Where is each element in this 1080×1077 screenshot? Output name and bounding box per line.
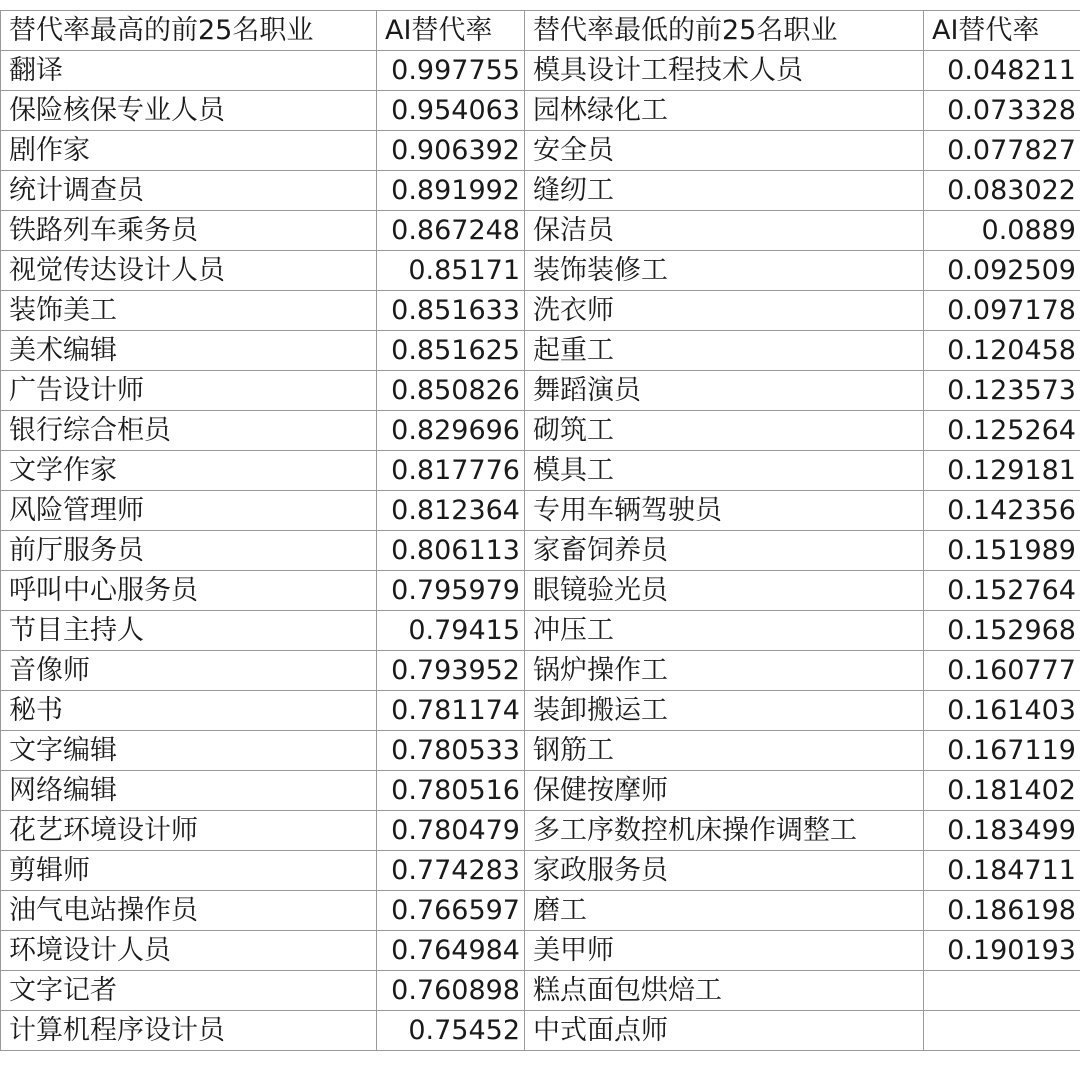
bottom-rate-cell: 0.092509 xyxy=(924,251,1080,291)
bottom-occupation-cell: 钢筋工 xyxy=(525,731,924,771)
bottom-rate-cell xyxy=(924,1011,1080,1051)
table-row xyxy=(1,931,1080,971)
bottom-occupation-cell: 专用车辆驾驶员 xyxy=(525,491,924,531)
table-row xyxy=(1,731,1080,771)
top-occupation-cell: 秘书 xyxy=(1,691,377,731)
bottom-rate-cell: 0.160777 xyxy=(924,651,1080,691)
bottom-rate-cell: 0.152968 xyxy=(924,611,1080,651)
table-row xyxy=(1,531,1080,571)
bottom-occupation-cell: 装饰装修工 xyxy=(525,251,924,291)
top-occupation-cell: 网络编辑 xyxy=(1,771,377,811)
top-occupation-cell: 风险管理师 xyxy=(1,491,377,531)
top-occupation-cell: 装饰美工 xyxy=(1,291,377,331)
table-row xyxy=(1,771,1080,811)
top-occupation-cell: 文学作家 xyxy=(1,451,377,491)
table-row xyxy=(1,851,1080,891)
top-rate-cell: 0.851625 xyxy=(377,331,525,371)
table-row xyxy=(1,91,1080,131)
top-occupation-cell: 前厅服务员 xyxy=(1,531,377,571)
table-row xyxy=(1,371,1080,411)
table-row xyxy=(1,171,1080,211)
table-row xyxy=(1,891,1080,931)
bottom-occupation-cell: 舞蹈演员 xyxy=(525,371,924,411)
top-occupation-cell: 计算机程序设计员 xyxy=(1,1011,377,1051)
bottom-rate-cell: 0.186198 xyxy=(924,891,1080,931)
bottom-occupation-cell: 砌筑工 xyxy=(525,411,924,451)
top-rate-cell: 0.906392 xyxy=(377,131,525,171)
bottom-occupation-cell: 磨工 xyxy=(525,891,924,931)
top-occupation-cell: 银行综合柜员 xyxy=(1,411,377,451)
bottom-occupation-cell: 装卸搬运工 xyxy=(525,691,924,731)
top-occupation-cell: 环境设计人员 xyxy=(1,931,377,971)
bottom-rate-cell: 0.0889 xyxy=(924,211,1080,251)
bottom-rate-cell: 0.151989 xyxy=(924,531,1080,571)
top-rate-cell: 0.780533 xyxy=(377,731,525,771)
bottom-rate-cell: 0.152764 xyxy=(924,571,1080,611)
bottom-rate-cell: 0.077827 xyxy=(924,131,1080,171)
top-occupation-cell: 油气电站操作员 xyxy=(1,891,377,931)
table-row xyxy=(1,451,1080,491)
bottom-occupation-cell: 起重工 xyxy=(525,331,924,371)
header-top-occupation: 替代率最高的前25名职业 xyxy=(1,11,377,51)
bottom-occupation-cell: 家畜饲养员 xyxy=(525,531,924,571)
table-row xyxy=(1,251,1080,291)
bottom-rate-cell: 0.073328 xyxy=(924,91,1080,131)
bottom-occupation-cell: 安全员 xyxy=(525,131,924,171)
top-rate-cell: 0.85171 xyxy=(377,251,525,291)
bottom-rate-cell: 0.083022 xyxy=(924,171,1080,211)
top-rate-cell: 0.764984 xyxy=(377,931,525,971)
top-rate-cell: 0.780516 xyxy=(377,771,525,811)
top-rate-cell: 0.766597 xyxy=(377,891,525,931)
table-row xyxy=(1,811,1080,851)
bottom-occupation-cell: 中式面点师 xyxy=(525,1011,924,1051)
table-row xyxy=(1,971,1080,1011)
top-rate-cell: 0.829696 xyxy=(377,411,525,451)
header-bottom-occupation: 替代率最低的前25名职业 xyxy=(525,11,924,51)
top-rate-cell: 0.780479 xyxy=(377,811,525,851)
top-occupation-cell: 视觉传达设计人员 xyxy=(1,251,377,291)
table-row xyxy=(1,611,1080,651)
top-occupation-cell: 节目主持人 xyxy=(1,611,377,651)
table-row xyxy=(1,51,1080,91)
header-top-rate: AI替代率 xyxy=(377,11,525,51)
bottom-occupation-cell: 糕点面包烘焙工 xyxy=(525,971,924,1011)
top-rate-cell: 0.781174 xyxy=(377,691,525,731)
table-row xyxy=(1,691,1080,731)
top-occupation-cell: 保险核保专业人员 xyxy=(1,91,377,131)
header-row xyxy=(1,11,1080,51)
bottom-occupation-cell: 保健按摩师 xyxy=(525,771,924,811)
bottom-rate-cell: 0.097178 xyxy=(924,291,1080,331)
top-occupation-cell: 音像师 xyxy=(1,651,377,691)
table-row xyxy=(1,331,1080,371)
bottom-rate-cell: 0.190193 xyxy=(924,931,1080,971)
top-rate-cell: 0.812364 xyxy=(377,491,525,531)
top-rate-cell: 0.867248 xyxy=(377,211,525,251)
table-row xyxy=(1,131,1080,171)
top-rate-cell: 0.774283 xyxy=(377,851,525,891)
bottom-rate-cell: 0.123573 xyxy=(924,371,1080,411)
top-occupation-cell: 美术编辑 xyxy=(1,331,377,371)
table-row xyxy=(1,211,1080,251)
bottom-rate-cell: 0.048211 xyxy=(924,51,1080,91)
table-row xyxy=(1,291,1080,331)
top-occupation-cell: 花艺环境设计师 xyxy=(1,811,377,851)
bottom-occupation-cell: 保洁员 xyxy=(525,211,924,251)
bottom-rate-cell: 0.129181 xyxy=(924,451,1080,491)
bottom-occupation-cell: 模具设计工程技术人员 xyxy=(525,51,924,91)
bottom-rate-cell: 0.183499 xyxy=(924,811,1080,851)
table-row xyxy=(1,491,1080,531)
bottom-rate-cell: 0.120458 xyxy=(924,331,1080,371)
bottom-rate-cell: 0.142356 xyxy=(924,491,1080,531)
top-rate-cell: 0.75452 xyxy=(377,1011,525,1051)
bottom-occupation-cell: 缝纫工 xyxy=(525,171,924,211)
top-rate-cell: 0.760898 xyxy=(377,971,525,1011)
top-rate-cell: 0.954063 xyxy=(377,91,525,131)
bottom-rate-cell: 0.181402 xyxy=(924,771,1080,811)
bottom-occupation-cell: 眼镜验光员 xyxy=(525,571,924,611)
bottom-occupation-cell: 模具工 xyxy=(525,451,924,491)
top-occupation-cell: 文字记者 xyxy=(1,971,377,1011)
top-rate-cell: 0.806113 xyxy=(377,531,525,571)
bottom-occupation-cell: 美甲师 xyxy=(525,931,924,971)
bottom-rate-cell: 0.125264 xyxy=(924,411,1080,451)
top-rate-cell: 0.817776 xyxy=(377,451,525,491)
top-rate-cell: 0.793952 xyxy=(377,651,525,691)
top-occupation-cell: 剪辑师 xyxy=(1,851,377,891)
top-occupation-cell: 翻译 xyxy=(1,51,377,91)
bottom-occupation-cell: 多工序数控机床操作调整工 xyxy=(525,811,924,851)
table-row xyxy=(1,1011,1080,1051)
top-rate-cell: 0.795979 xyxy=(377,571,525,611)
bottom-occupation-cell: 园林绿化工 xyxy=(525,91,924,131)
bottom-occupation-cell: 锅炉操作工 xyxy=(525,651,924,691)
top-rate-cell: 0.79415 xyxy=(377,611,525,651)
top-rate-cell: 0.851633 xyxy=(377,291,525,331)
bottom-occupation-cell: 家政服务员 xyxy=(525,851,924,891)
bottom-rate-cell: 0.161403 xyxy=(924,691,1080,731)
bottom-occupation-cell: 冲压工 xyxy=(525,611,924,651)
top-occupation-cell: 铁路列车乘务员 xyxy=(1,211,377,251)
bottom-rate-cell: 0.184711 xyxy=(924,851,1080,891)
top-rate-cell: 0.997755 xyxy=(377,51,525,91)
occupation-ai-replacement-table xyxy=(0,10,1080,1051)
top-rate-cell: 0.891992 xyxy=(377,171,525,211)
top-rate-cell: 0.850826 xyxy=(377,371,525,411)
top-occupation-cell: 呼叫中心服务员 xyxy=(1,571,377,611)
top-occupation-cell: 剧作家 xyxy=(1,131,377,171)
top-occupation-cell: 文字编辑 xyxy=(1,731,377,771)
header-bottom-rate: AI替代率 xyxy=(924,11,1080,51)
bottom-occupation-cell: 洗衣师 xyxy=(525,291,924,331)
table-row xyxy=(1,651,1080,691)
table-row xyxy=(1,571,1080,611)
bottom-rate-cell xyxy=(924,971,1080,1011)
bottom-rate-cell: 0.167119 xyxy=(924,731,1080,771)
top-occupation-cell: 统计调查员 xyxy=(1,171,377,211)
top-occupation-cell: 广告设计师 xyxy=(1,371,377,411)
table-row xyxy=(1,411,1080,451)
